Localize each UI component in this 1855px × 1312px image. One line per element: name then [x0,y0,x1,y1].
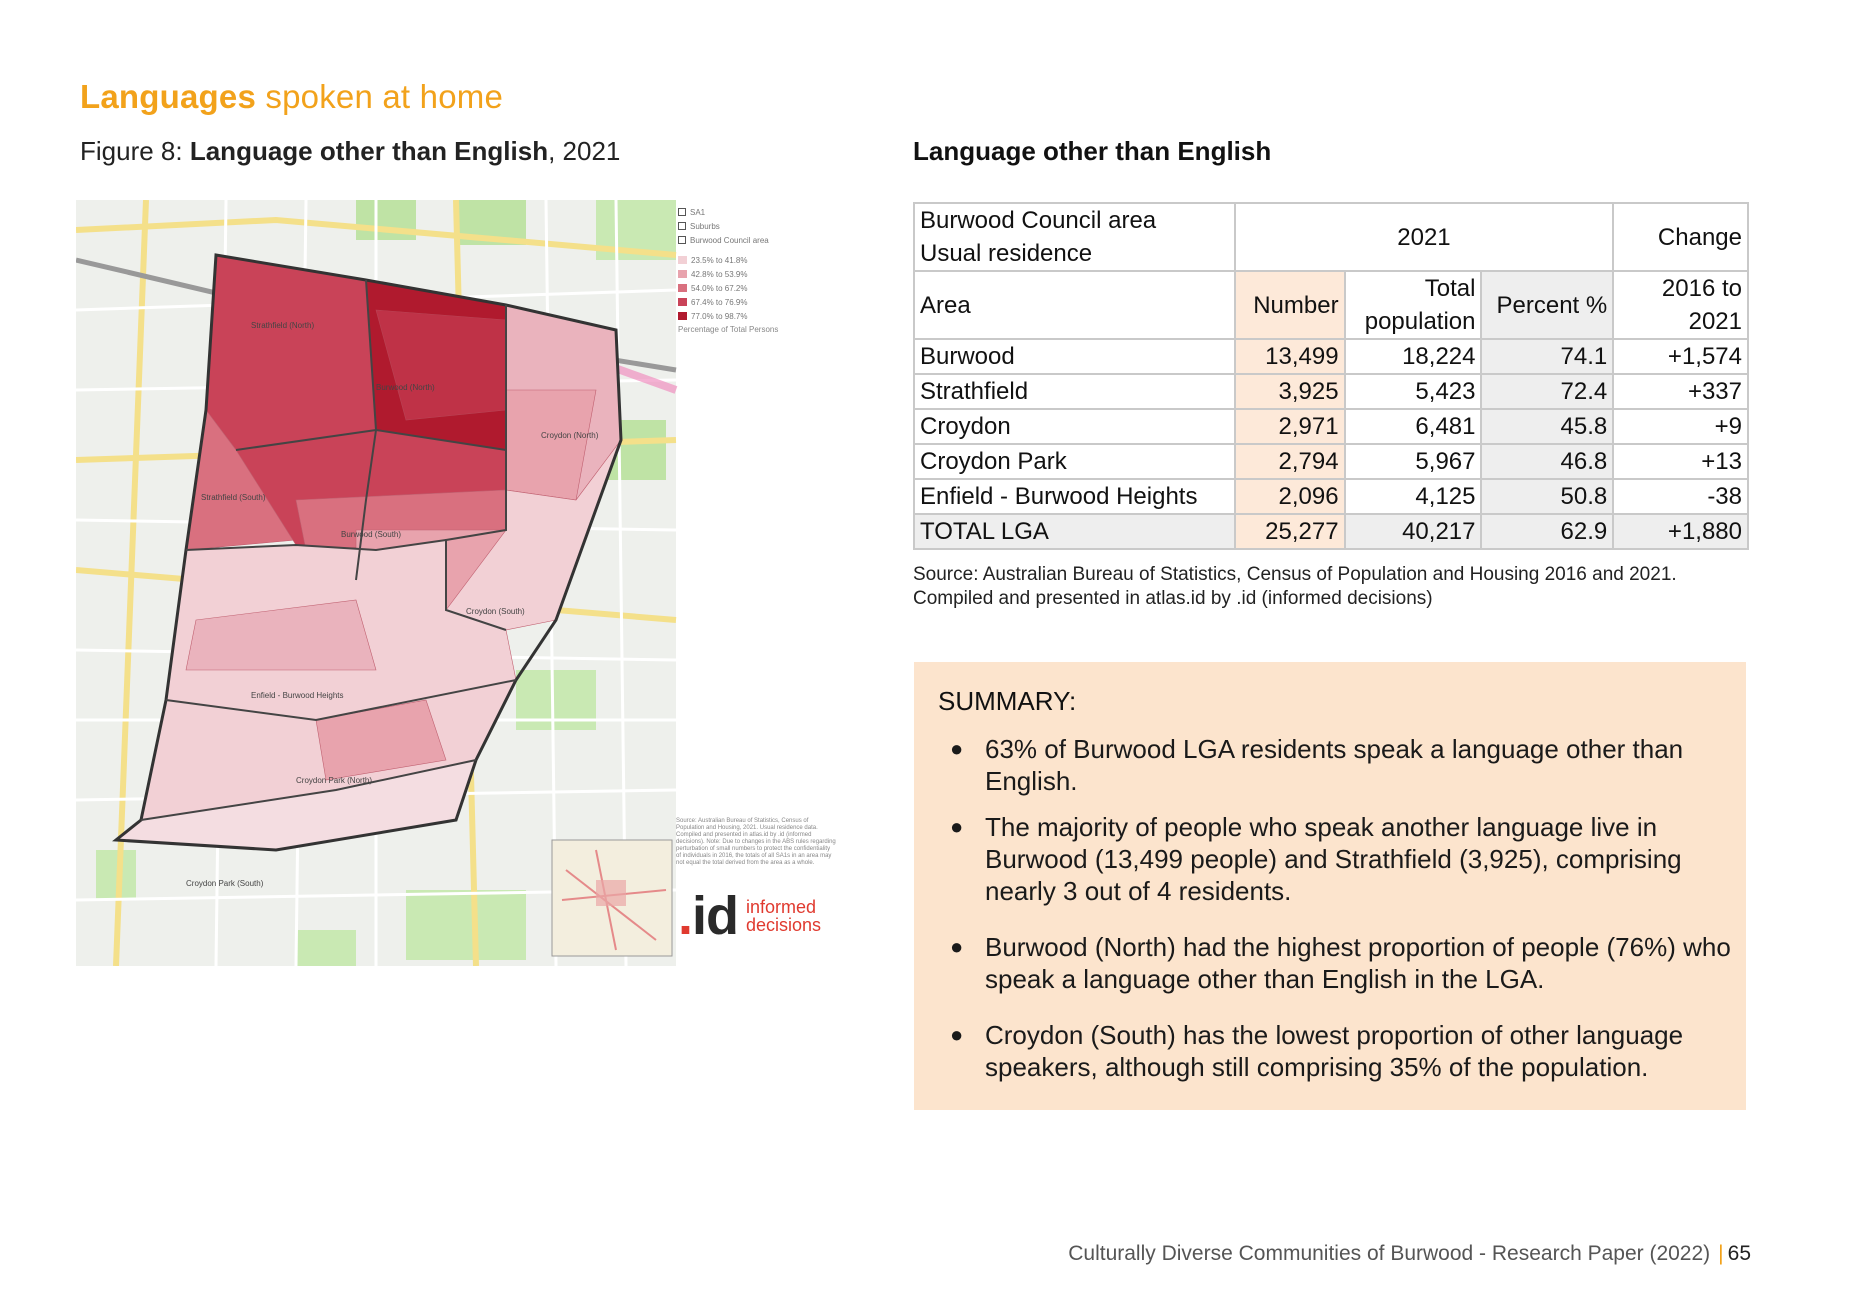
table-cell-change: +1,574 [1613,339,1748,374]
table-cell-percent: 46.8 [1481,444,1613,479]
table-col-total: Total population [1345,271,1482,339]
legend-layer-label: SA1 [690,207,706,217]
page-number: 65 [1727,1242,1751,1265]
legend-range [678,281,838,295]
table-col-change: 2016 to 2021 [1613,271,1748,339]
legend-swatch [678,298,687,306]
table-change-header: Change [1613,203,1748,271]
table-corner-line2: Usual residence [920,240,1093,267]
table-cell-area: Strathfield [914,374,1235,409]
table-cell-percent: 72.4 [1481,374,1613,409]
table-cell-number: 2,971 [1235,409,1345,444]
map-label-strathfield-north: Strathfield (North) [251,321,315,330]
footer-text: Culturally Diverse Communities of Burwood - Research Paper (2022) [1068,1242,1711,1265]
legend-range-label: 23.5% to 41.8% [691,255,748,265]
table-cell-total: 4,125 [1345,479,1482,514]
table-row [914,409,1748,444]
map-label-croydon-north: Croydon (North) [541,431,599,440]
source-line1: Source: Australian Bureau of Statistics, Census of Population and Housing 2016 and 2021. [913,564,1677,585]
bullet-icon: ● [950,1022,964,1047]
map-label-strathfield-south: Strathfield (South) [201,493,266,502]
legend-swatch [678,312,687,320]
table-total-row [914,514,1748,549]
table-col-area: Area [914,271,1235,339]
table-header-row-1 [914,203,1748,271]
legend-range [678,253,838,267]
table-col-number: Number [1235,271,1345,339]
table-cell-percent: 45.8 [1481,409,1613,444]
legend-range-label: 54.0% to 67.2% [691,283,748,293]
figure-caption [80,136,620,167]
table-cell-change: +13 [1613,444,1748,479]
table-cell-number: 2,096 [1235,479,1345,514]
table-row [914,479,1748,514]
table-source [913,563,1763,611]
map-label-burwood-south: Burwood (South) [341,530,402,539]
table-row [914,339,1748,374]
section-heading [80,78,503,116]
bullet-icon: ● [950,934,964,959]
map-label-croydon-park-north: Croydon Park (North) [296,776,373,785]
table-cell-number: 25,277 [1235,514,1345,549]
checkbox-icon [678,208,686,216]
table-cell-percent: 62.9 [1481,514,1613,549]
legend-layer-label: Suburbs [690,221,720,231]
table-cell-total: 5,423 [1345,374,1482,409]
table-cell-percent: 50.8 [1481,479,1613,514]
summary-item: ● Burwood (North) had the highest proportion of people (76%) who speak a language other than English in the LGA. [950,932,1731,994]
legend-swatch [678,284,687,292]
map-label-croydon-park-south: Croydon Park (South) [186,879,264,888]
table-cell-area: TOTAL LGA [914,514,1235,549]
checkbox-icon [678,222,686,230]
table-cell-total: 5,967 [1345,444,1482,479]
map-label-enfield-burwood-heights: Enfield - Burwood Heights [251,691,344,700]
table-cell-area: Burwood [914,339,1235,374]
table-cell-change: +9 [1613,409,1748,444]
map-label-burwood-north: Burwood (North) [376,383,435,392]
table-cell-total: 18,224 [1345,339,1482,374]
table-row [914,374,1748,409]
table-cell-number: 3,925 [1235,374,1345,409]
figure-year: , 2021 [548,136,621,166]
bullet-icon: ● [950,814,964,839]
map-legend [678,205,838,365]
legend-range-label: 67.4% to 76.9% [691,297,748,307]
table-cell-area: Croydon [914,409,1235,444]
language-table [913,202,1749,550]
summary-list [928,733,1732,1083]
table-cell-change: +337 [1613,374,1748,409]
table-year-header: 2021 [1235,203,1614,271]
legend-swatch [678,270,687,278]
legend-note: Percentage of Total Persons [678,325,779,334]
legend-layer-label: Burwood Council area [690,235,769,245]
legend-layer-suburbs[interactable] [678,219,838,233]
table-cell-change: +1,880 [1613,514,1748,549]
table-col-percent: Percent % [1481,271,1613,339]
legend-range [678,309,838,323]
id-logo-text: informed decisions [746,897,822,935]
table-header-row-2 [914,271,1748,339]
id-logo-mark: .id [678,886,739,946]
summary-item: ● Croydon (South) has the lowest proportion of other language speakers, although still comprising 35% of the population. [950,1020,1684,1082]
summary-item: ● 63% of Burwood LGA residents speak a language other than English. [950,734,1684,796]
id-logo [676,880,836,952]
table-cell-change: -38 [1613,479,1748,514]
figure-title: Language other than English [189,136,549,166]
source-line2: Compiled and presented in atlas.id by .id (informed decisions) [913,588,1433,609]
legend-range-label: 42.8% to 53.9% [691,269,748,279]
table-corner-line1: Burwood Council area [920,207,1157,234]
table-cell-number: 2,794 [1235,444,1345,479]
legend-layer-sa1[interactable] [678,205,838,219]
table-cell-number: 13,499 [1235,339,1345,374]
page-footer [1068,1242,1751,1266]
table-cell-total: 6,481 [1345,409,1482,444]
legend-layer-council[interactable] [678,233,838,247]
table-cell-total: 40,217 [1345,514,1482,549]
map-label-croydon-south: Croydon (South) [466,607,525,616]
section-heading-bold: Languages [80,78,257,115]
legend-swatch [678,256,687,264]
table-cell-percent: 74.1 [1481,339,1613,374]
table-cell-area: Enfield - Burwood Heights [914,479,1235,514]
section-heading-light: spoken at home [265,78,504,115]
figure-number: Figure 8: [80,136,183,166]
bullet-icon: ● [950,736,964,761]
checkbox-icon [678,236,686,244]
map-source-note: Source: Australian Bureau of Statistics, Census of Population and Housing, 2021. Usual residence data. Compiled and presented in atlas.id by .id (informed decisions). Note: Due to changes in the ABS rules regarding perturbation of small numbers to protect the confidentiality of individuals in 2016, the totals of all SA1s in an area may not equal the total derived from the area as a whole. [676,818,836,866]
table-title: Language other than English [913,136,1272,166]
footer-divider: | [1718,1242,1724,1265]
legend-range-label: 77.0% to 98.7% [691,311,748,321]
summary-title: SUMMARY: [938,686,1077,716]
table-cell-area: Croydon Park [914,444,1235,479]
summary-box [914,662,1746,1110]
table-row [914,444,1748,479]
summary-item: ● The majority of people who speak another language live in Burwood (13,499 people) and Strathfield (3,925), comprising nearly 3 out of 4 residents. [950,812,1682,906]
legend-range [678,267,838,281]
legend-range [678,295,838,309]
table-corner [914,203,1235,271]
